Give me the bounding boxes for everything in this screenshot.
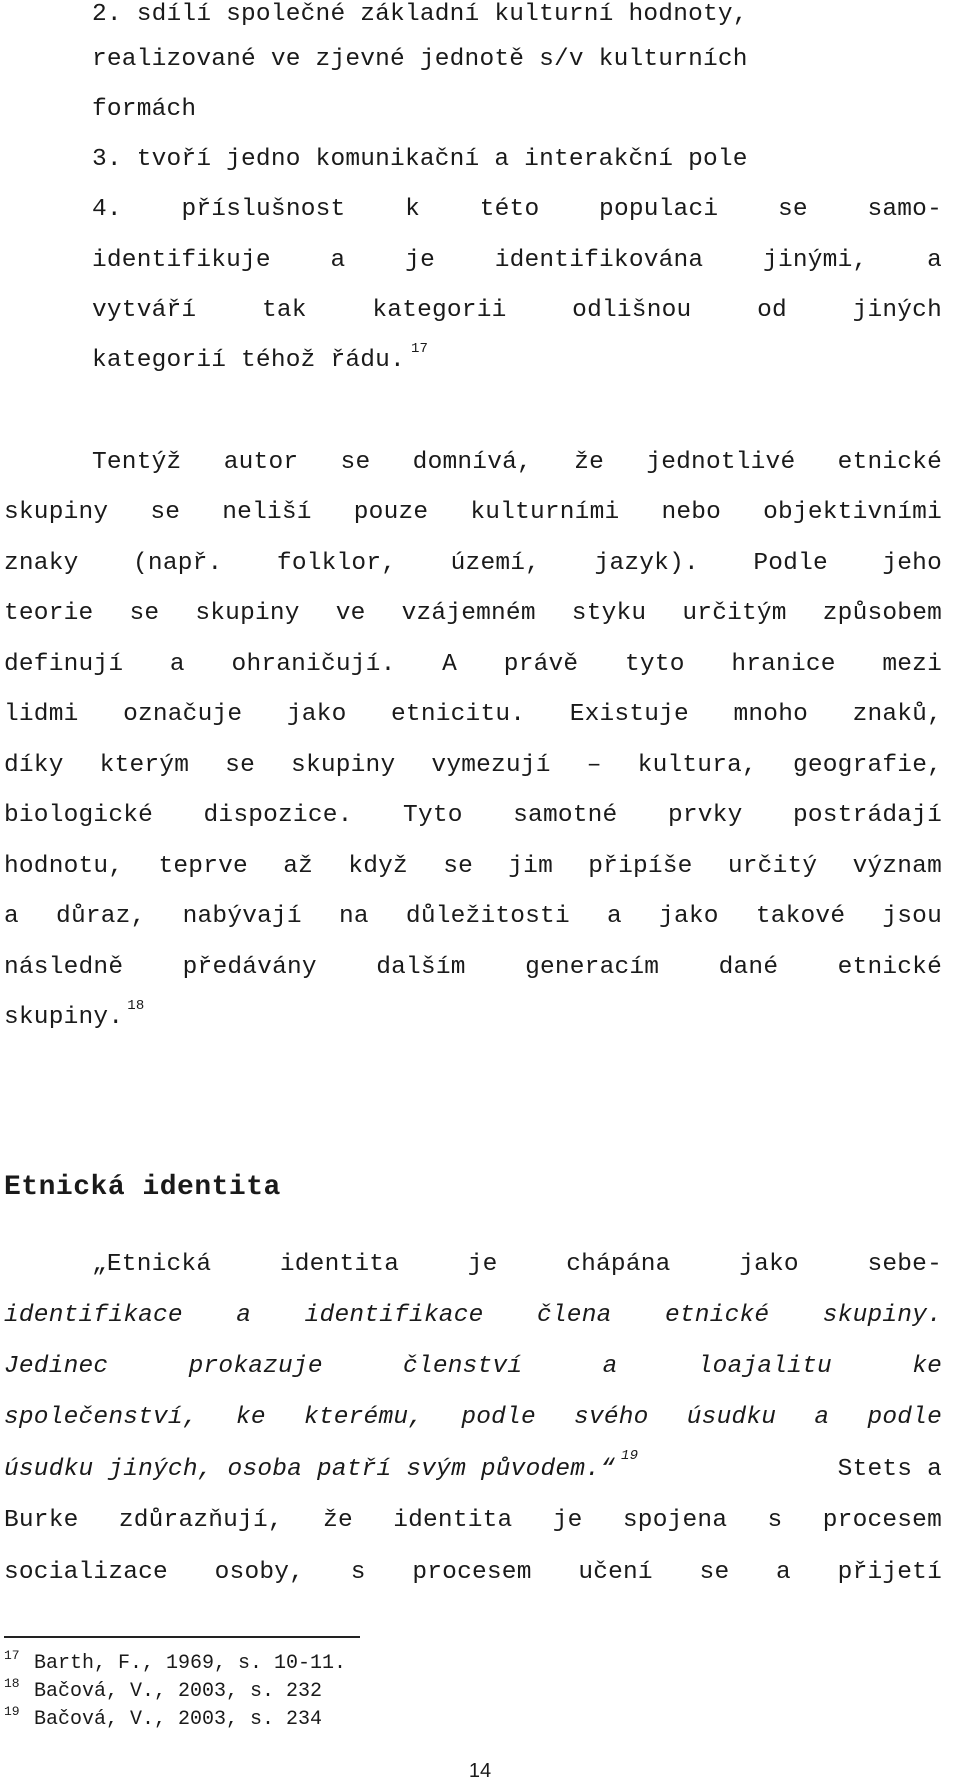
footnote-number: 17: [4, 1648, 20, 1663]
paragraph-2-line-2: identifikace a identifikace člena etnické skupiny.: [4, 1302, 942, 1329]
footnote-number: 19: [4, 1704, 20, 1719]
paragraph-1-last-word: skupiny.: [4, 1004, 124, 1031]
paragraph-1-line-9: hodnotu, teprve až když se jim připíše určitý význam: [4, 853, 942, 880]
paragraph-1-line-1: Tentýž autor se domnívá, že jednotlivé etnické: [92, 449, 942, 476]
paragraph-1-line-11: následně předávány dalším generacím dané etnické: [4, 954, 942, 981]
paragraph-2-line-4: společenství, ke kterému, podle svého úsudku a podle: [4, 1404, 942, 1431]
paragraph-1-line-2: skupiny se neliší pouze kulturními nebo objektivními: [4, 499, 942, 526]
list-item-4-line-2: identifikuje a je identifikována jinými, a: [92, 247, 942, 274]
paragraph-1-line-3: znaky (např. folklor, území, jazyk). Podle jeho: [4, 550, 942, 577]
paragraph-1-line-5: definují a ohraničují. A právě tyto hranice mezi: [4, 651, 942, 678]
footnote-text: Bačová, V., 2003, s. 232: [34, 1680, 323, 1703]
footnote-18: [4, 1678, 322, 1707]
list-item-3: 3. tvoří jedno komunikační a interakční pole: [92, 146, 748, 173]
paragraph-2-line-6: Burke zdůrazňují, že identita je spojena s procesem: [4, 1507, 942, 1534]
paragraph-1-line-8: biologické dispozice. Tyto samotné prvky postrádají: [4, 802, 942, 829]
list-item-2-line-1: 2. sdílí společné základní kulturní hodnoty,: [92, 1, 748, 28]
paragraph-2-quote-end: úsudku jiných, osoba patří svým původem.“: [4, 1456, 615, 1483]
footnote-17: [4, 1650, 346, 1679]
paragraph-2-line-3: Jedinec prokazuje členství a loajalitu ke: [4, 1353, 942, 1380]
paragraph-1-line-4: teorie se skupiny ve vzájemném styku určitým způsobem: [4, 600, 942, 627]
footnote-text: Bačová, V., 2003, s. 234: [34, 1708, 323, 1731]
footnote-ref-18: 18: [127, 998, 145, 1014]
footnote-text: Barth, F., 1969, s. 10-11.: [34, 1652, 347, 1675]
paragraph-2-line-5: [4, 1448, 942, 1485]
footnote-number: 18: [4, 1676, 20, 1691]
page-number: 14: [468, 1760, 492, 1782]
list-item-4-line-4: [92, 341, 429, 378]
paragraph-1-line-6: lidmi označuje jako etnicitu. Existuje mnoho znaků,: [4, 701, 942, 728]
paragraph-1-line-7: díky kterým se skupiny vymezují – kultura, geografie,: [4, 752, 942, 779]
paragraph-2-line-7: socializace osoby, s procesem učení se a přijetí: [4, 1559, 942, 1586]
paragraph-2-line-1: „Etnická identita je chápána jako sebe-: [92, 1251, 942, 1278]
paragraph-1-line-10: a důraz, nabývají na důležitosti a jako takové jsou: [4, 903, 942, 930]
footnote-19: [4, 1706, 322, 1735]
footnote-separator: [4, 1636, 360, 1638]
section-heading: Etnická identita: [4, 1172, 281, 1203]
footnote-ref-19: 19: [621, 1448, 639, 1464]
list-item-2-line-3: formách: [92, 96, 197, 123]
list-item-2-line-2: realizované ve zjevné jednotě s/v kulturních: [92, 46, 748, 73]
footnote-ref-17: 17: [410, 341, 429, 357]
paragraph-2-line-5-rest: Stets a: [822, 1456, 942, 1483]
list-item-4-line-1: 4. příslušnost k této populaci se samo-: [92, 196, 942, 223]
list-item-4-text: kategorií téhož řádu.: [92, 347, 405, 374]
list-item-4-line-3: vytváří tak kategorii odlišnou od jiných: [92, 297, 942, 324]
paragraph-1-line-12: [4, 998, 145, 1035]
